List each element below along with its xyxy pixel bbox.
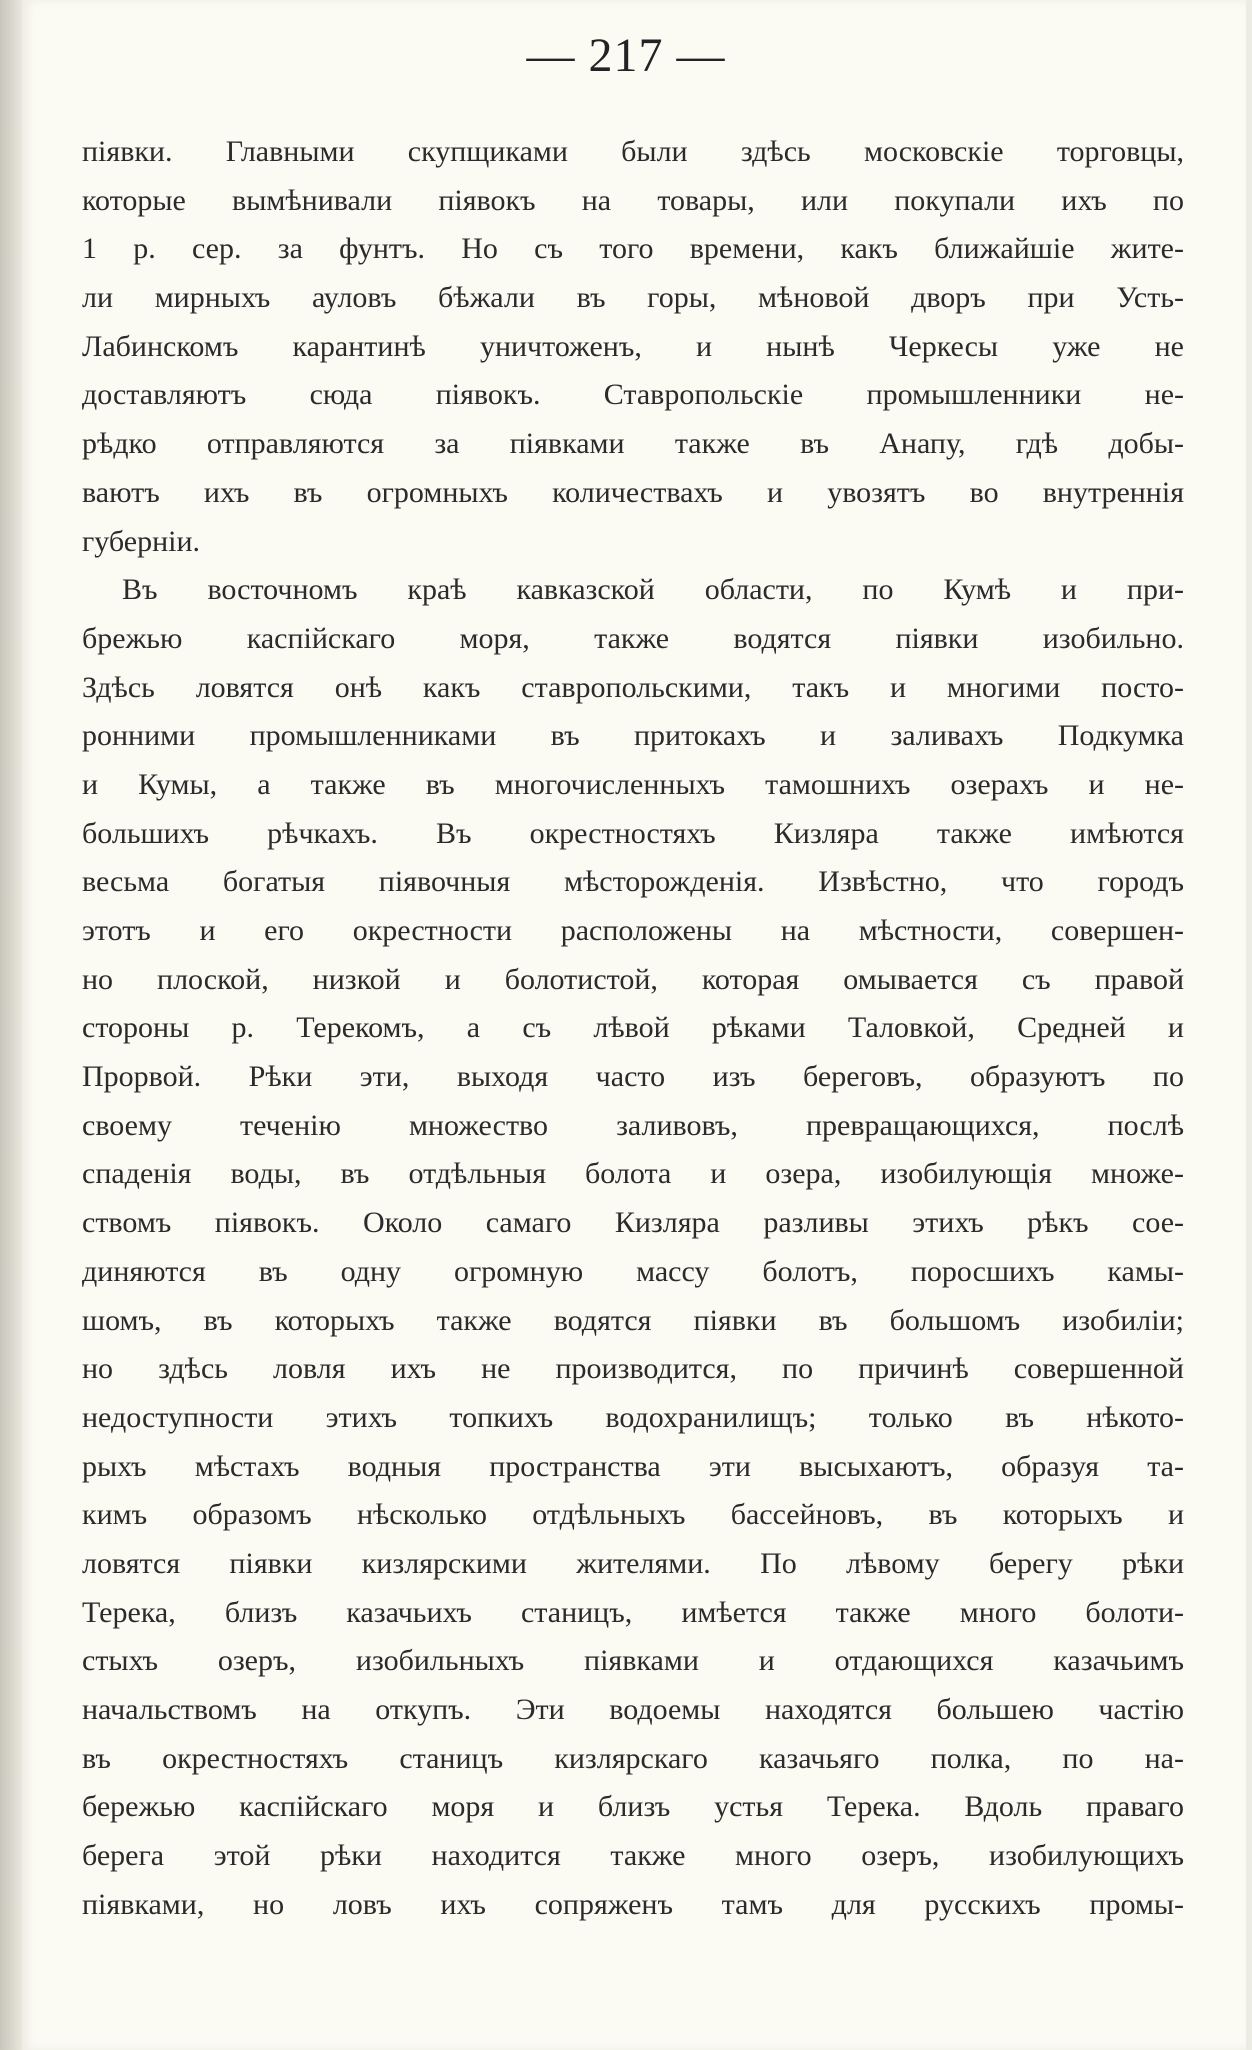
text-line: берега этой рѣки находится также много озеръ, изобилующихъ bbox=[82, 1839, 1184, 1873]
page-spine-shadow bbox=[0, 0, 22, 2050]
text-line: недоступности этихъ топкихъ водохранилищъ; только въ нѣкото- bbox=[82, 1400, 1184, 1434]
text-line: ствомъ піявокъ. Около самаго Кизляра разливы этихъ рѣкъ сое- bbox=[82, 1206, 1184, 1240]
body-text bbox=[82, 128, 1184, 1929]
text-line: своему теченію множество заливовъ, превращающихся, послѣ bbox=[82, 1108, 1184, 1142]
text-line: Прорвой. Рѣки эти, выходя часто изъ береговъ, образуютъ по bbox=[82, 1060, 1184, 1094]
paragraph-end-line: губерніи. bbox=[82, 524, 201, 558]
text-line: но плоской, низкой и болотистой, которая омывается съ правой bbox=[82, 962, 1184, 996]
text-line: кимъ образомъ нѣсколько отдѣльныхъ бассейновъ, въ которыхъ и bbox=[82, 1498, 1184, 1532]
text-line: этотъ и его окрестности расположены на мѣстности, совершен- bbox=[82, 914, 1184, 947]
text-line: Здѣсь ловятся онѣ какъ ставропольскими, такъ и многими посто- bbox=[82, 670, 1184, 704]
text-line: ваютъ ихъ въ огромныхъ количествахъ и увозятъ во внутреннія bbox=[82, 475, 1184, 509]
text-line: ронними промышленниками въ притокахъ и заливахъ Подкумка bbox=[82, 719, 1184, 753]
text-line: рыхъ мѣстахъ водныя пространства эти высыхаютъ, образуя та- bbox=[82, 1449, 1184, 1483]
text-line: которые вымѣнивали піявокъ на товары, или покупали ихъ по bbox=[82, 183, 1184, 217]
page-number: — 217 — bbox=[526, 29, 726, 82]
text-line: шомъ, въ которыхъ также водятся піявки въ большомъ изобиліи; bbox=[82, 1303, 1184, 1337]
paragraph-start-line: Въ восточномъ краѣ кавказской области, по Кумѣ и при- bbox=[122, 573, 1184, 607]
text-line: диняются въ одну огромную массу болотъ, поросшихъ камы- bbox=[82, 1254, 1184, 1288]
text-line: брежью каспійскаго моря, также водятся піявки изобильно. bbox=[82, 621, 1184, 655]
text-line: стороны р. Терекомъ, а съ лѣвой рѣками Таловкой, Средней и bbox=[82, 1011, 1184, 1045]
text-line: спаденія воды, въ отдѣльныя болота и озера, изобилующія множе- bbox=[82, 1157, 1184, 1191]
text-line: 1 р. сер. за фунтъ. Но съ того времени, какъ ближайшіе жите- bbox=[82, 232, 1184, 266]
text-line: начальствомъ на откупъ. Эти водоемы находятся большею частію bbox=[82, 1693, 1184, 1726]
text-line: ловятся піявки кизлярскими жителями. По лѣвому берегу рѣки bbox=[82, 1546, 1184, 1580]
text-line: Терека, близъ казачьихъ станицъ, имѣется также много болоти- bbox=[82, 1595, 1184, 1629]
text-line: рѣдко отправляются за піявками также въ Анапу, гдѣ добы- bbox=[82, 427, 1184, 461]
text-line: доставляютъ сюда піявокъ. Ставропольскіе промышленники не- bbox=[82, 378, 1184, 412]
text-line: въ окрестностяхъ станицъ кизлярскаго казачьяго полка, по на- bbox=[82, 1741, 1184, 1775]
text-line: бережью каспійскаго моря и близъ устья Терека. Вдоль праваго bbox=[82, 1790, 1184, 1824]
text-line: піявки. Главными скупщиками были здѣсь московскіе торговцы, bbox=[82, 135, 1184, 168]
text-line: ли мирныхъ ауловъ бѣжали въ горы, мѣновой дворъ при Усть- bbox=[82, 281, 1184, 315]
text-line: и Кумы, а также въ многочисленныхъ тамошнихъ озерахъ и не- bbox=[82, 767, 1184, 801]
text-line: весьма богатыя піявочныя мѣсторожденія. Извѣстно, что городъ bbox=[82, 865, 1184, 899]
text-line: піявками, но ловъ ихъ сопряженъ тамъ для русскихъ промы- bbox=[82, 1887, 1184, 1921]
text-line: стыхъ озеръ, изобильныхъ піявками и отдающихся казачьимъ bbox=[82, 1644, 1184, 1678]
text-line: Лабинскомъ карантинѣ уничтоженъ, и нынѣ Черкесы уже не bbox=[82, 329, 1184, 363]
text-line: но здѣсь ловля ихъ не производится, по причинѣ совершенной bbox=[82, 1352, 1184, 1386]
text-line: большихъ рѣчкахъ. Въ окрестностяхъ Кизляра также имѣются bbox=[82, 816, 1184, 850]
